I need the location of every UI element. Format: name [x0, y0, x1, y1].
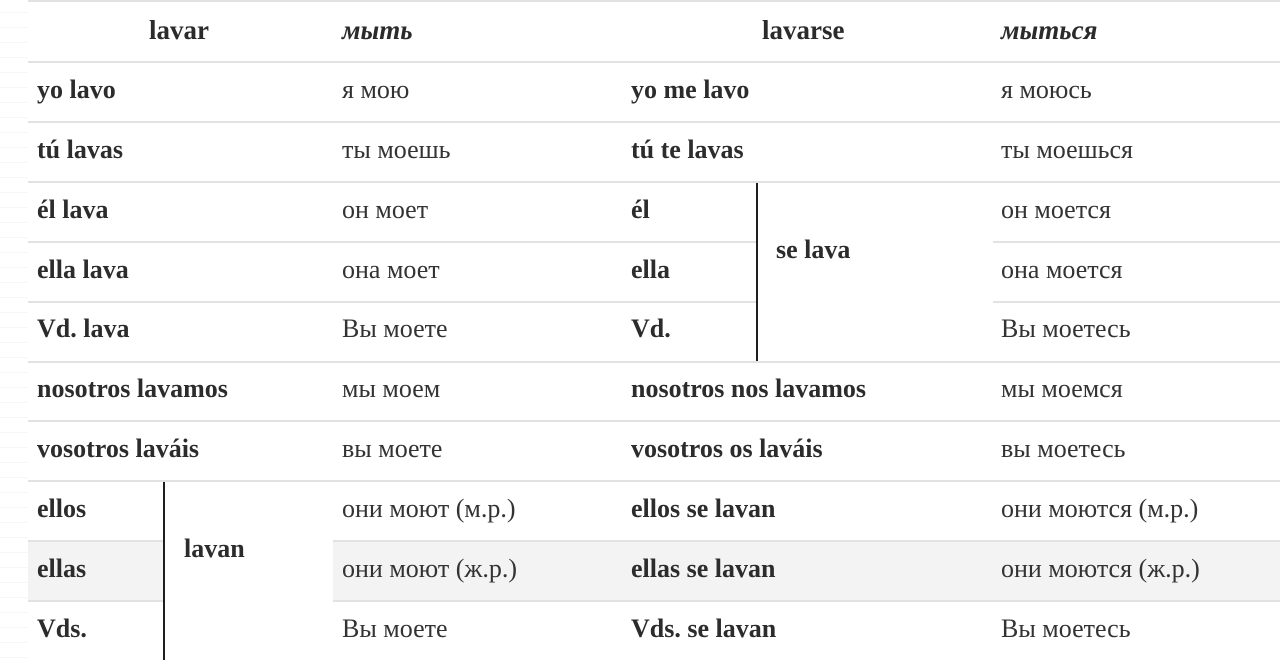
conjugation-es: Vd. lava [37, 314, 130, 343]
conjugation-ru: он моет [342, 195, 429, 224]
row-divider [28, 181, 1280, 183]
conjugation-ru: я мою [342, 75, 410, 104]
reflexive-ru: ты моешься [1001, 135, 1134, 164]
conjugation-ru: вы моете [342, 434, 443, 463]
row-divider [28, 0, 1280, 2]
conjugation-ru: они моют (ж.р.) [342, 554, 518, 583]
conjugation-ru: ты моешь [342, 135, 451, 164]
header-reflexive-es: lavarse [762, 15, 845, 45]
conjugation-es: yo lavo [37, 75, 116, 104]
reflexive-ru: Вы моетесь [1001, 314, 1131, 343]
conjugation-ru: мы моем [342, 374, 441, 403]
reflexive-ru: они моются (м.р.) [1001, 494, 1199, 523]
conjugation-es: él lava [37, 195, 109, 224]
row-divider [28, 540, 164, 542]
grouped-form-lavan: lavan [184, 534, 245, 563]
reflexive-ru: вы моетесь [1001, 434, 1126, 463]
conjugation-ru: она моет [342, 255, 440, 284]
row-divider [993, 301, 1280, 303]
conjugation-es: Vds. [37, 614, 87, 643]
row-divider [333, 540, 1280, 542]
row-divider [28, 420, 1280, 422]
reflexive-ru: я моюсь [1001, 75, 1092, 104]
reflexive-es: nosotros nos lavamos [631, 374, 867, 403]
conjugation-es: ella lava [37, 255, 129, 284]
conjugation-ru: они моют (м.р.) [342, 494, 516, 523]
reflexive-ru: он моется [1001, 195, 1111, 224]
conjugation-es: vosotros laváis [37, 434, 200, 463]
row-divider [28, 241, 757, 243]
conjugation-ru: Вы моете [342, 314, 448, 343]
reflexive-ru: они моются (ж.р.) [1001, 554, 1200, 583]
row-divider [333, 600, 1280, 602]
row-divider [28, 600, 164, 602]
reflexive-es: Vds. se lavan [631, 614, 777, 643]
row-divider [28, 480, 1280, 482]
reflexive-ru: Вы моетесь [1001, 614, 1131, 643]
conjugation-es: tú lavas [37, 135, 123, 164]
reflexive-es: vosotros os laváis [631, 434, 823, 463]
conjugation-es: ellas [37, 554, 87, 583]
row-divider [28, 361, 1280, 363]
row-divider [28, 301, 757, 303]
row-divider [28, 61, 1280, 63]
row-divider [28, 121, 1280, 123]
reflexive-es: yo me lavo [631, 75, 750, 104]
reflexive-ru: она моется [1001, 255, 1123, 284]
reflexive-es: tú te lavas [631, 135, 744, 164]
reflexive-ru: мы моемся [1001, 374, 1123, 403]
grouped-form-se-lava: se lava [776, 235, 851, 264]
group-bracket-se-lava [756, 183, 758, 361]
group-bracket-lavan [163, 482, 165, 660]
header-verb-es: lavar [149, 15, 209, 45]
header-reflexive-ru: мыться [1001, 15, 1098, 45]
conjugation-es: ellos [37, 494, 87, 523]
conjugation-es: nosotros lavamos [37, 374, 228, 403]
reflexive-es: Vd. [631, 314, 671, 343]
reflexive-es: ellas se lavan [631, 554, 776, 583]
row-divider [993, 241, 1280, 243]
header-verb-ru: мыть [342, 15, 413, 45]
reflexive-es: él [631, 195, 650, 224]
conjugation-table [28, 0, 1280, 662]
reflexive-es: ella [631, 255, 670, 284]
conjugation-ru: Вы моете [342, 614, 448, 643]
reflexive-es: ellos se lavan [631, 494, 776, 523]
